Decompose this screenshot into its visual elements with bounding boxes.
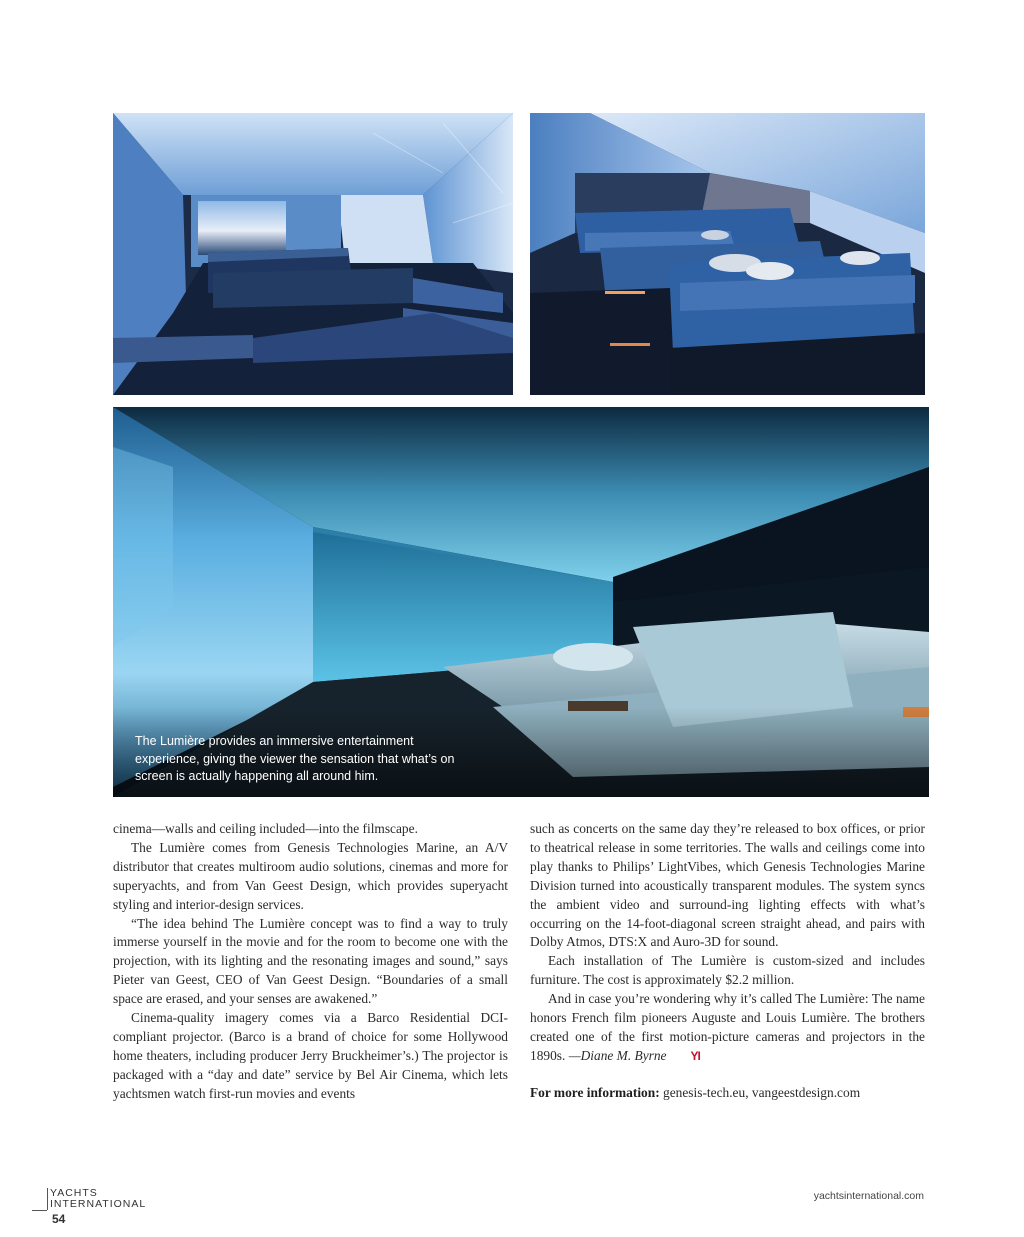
brand-rule: [47, 1188, 48, 1210]
brand-rule: [32, 1210, 47, 1211]
article-paragraph: The Lumière comes from Genesis Technologies Marine, an A/V distributor that creates multiroom audio solutions, cinemas and more for superyachts, and from Van Geest Design, which provides superyacht styling and interior-design services.: [113, 839, 508, 912]
article-paragraph: cinema—walls and ceiling included—into the filmscape.: [113, 821, 418, 836]
article-column-right: [530, 820, 925, 1103]
article-paragraph-final: [530, 990, 925, 1066]
brand-name: [50, 1188, 146, 1210]
brand-name-line: INTERNATIONAL: [50, 1198, 147, 1210]
more-info-line: [530, 1084, 925, 1103]
article-column-left: [113, 820, 508, 1104]
article-paragraph: “The idea behind The Lumière concept was to find a way to truly immerse yourself in the movie and for the room to become one with the projection, with its lighting and the resonating images and sound,” says Pieter van Geest, CEO of Van Geest Design. “Boundaries of a small space are erased, and your senses are awakened.”: [113, 915, 508, 1007]
caption-line: screen is actually happening all around him.: [135, 769, 379, 783]
more-info-label: For more information:: [530, 1084, 660, 1100]
author-byline: —Diane M. Byrne: [568, 1047, 667, 1063]
article-paragraph: Cinema-quality imagery comes via a Barco Residential DCI-compliant projector. (Barco is a brand of choice for some Hollywood home theaters, including producer Jerry Bruckheimer’s.) The projector is packaged with a “day and date” service by Bel Air Cinema, which lets yachtsmen watch first-run movies and events: [113, 1010, 508, 1101]
caption-line: The Lumière provides an immersive entertainment: [135, 734, 414, 748]
footer-website: yachtsinternational.com: [813, 1190, 924, 1202]
cinema-photo-immersive-view: [113, 407, 929, 797]
page-number: 54: [52, 1212, 66, 1226]
article-paragraph: such as concerts on the same day they’re released to box offices, or prior to theatrical release in some territories. The walls and ceilings come into play thanks to Philips’ LightVibes, which Genesis Technologies Marine Division turned into acoustically transparent modules. The system syncs the ambient video and surround-ing lighting effects with what’s occurring on the 14-foot-diagonal screen straight ahead, and pairs with Dolby Atmos, DTS:X and Auro-3D for sound.: [530, 821, 925, 950]
article-paragraph-text: And in case you’re wondering why it’s called The Lumière: The name honors French film pioneers Auguste and Louis Lumière. The brothers created one of the first motion-picture cameras and projectors in the 1890s.: [530, 991, 925, 1063]
brand-name-line: YACHTS: [50, 1187, 98, 1199]
article-paragraph: Each installation of The Lumière is custom-sized and includes furniture. The cost is approximately $2.2 million.: [530, 953, 925, 988]
cinema-photo-screen-view: [113, 113, 513, 395]
more-info-links: genesis-tech.eu, vangeestdesign.com: [663, 1084, 861, 1100]
caption-line: experience, giving the viewer the sensation that what’s on: [135, 751, 455, 766]
cinema-photo-seating-view: [530, 113, 925, 395]
end-mark-logo: YI: [690, 1048, 700, 1063]
photo-caption: [135, 733, 475, 786]
